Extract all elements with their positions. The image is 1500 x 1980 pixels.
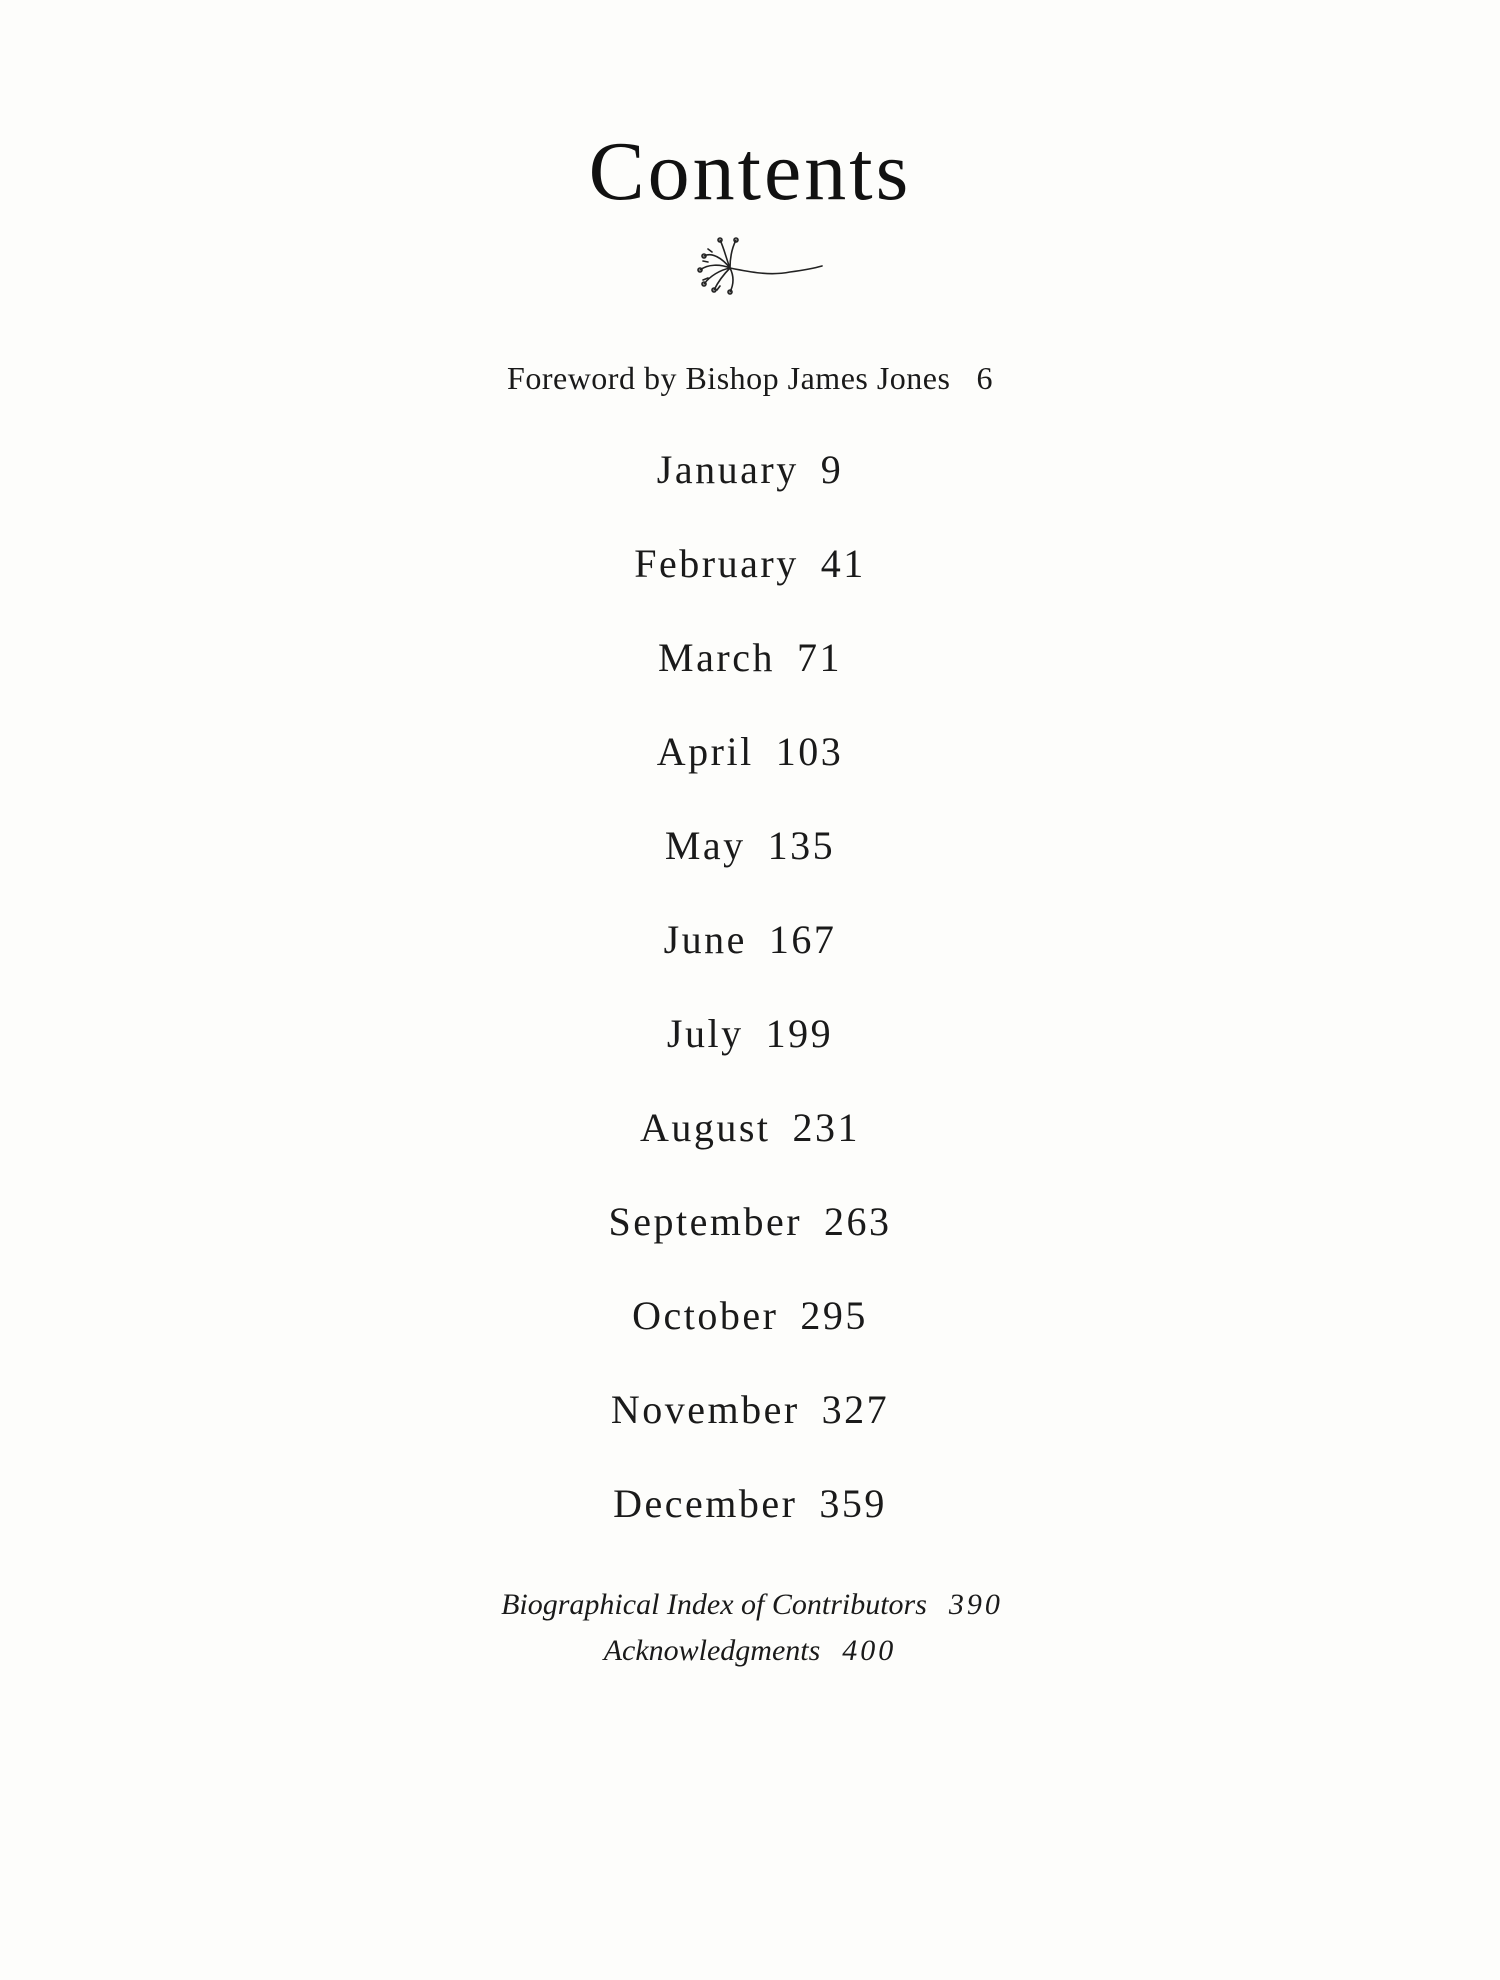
toc-entry-november[interactable] [0,1385,1500,1479]
toc-page-number: 263 [824,1199,892,1244]
toc-page-number: 135 [767,823,836,868]
toc-page-number: 167 [768,917,837,962]
toc-entry-june[interactable] [0,915,1500,1009]
toc-page-number: 295 [800,1293,868,1338]
toc-page-number: 71 [796,635,842,680]
toc-entry-label: May [664,823,746,868]
toc-page-number: 231 [792,1105,861,1150]
toc-entry-label: October [632,1293,779,1338]
toc-entry-label: March [658,635,775,680]
toc-entry-july[interactable] [0,1009,1500,1103]
toc-page-number: 199 [765,1011,834,1056]
toc-entry-september[interactable] [0,1197,1500,1291]
toc-entry-march[interactable] [0,633,1500,727]
toc-entry-label: January [656,447,799,492]
toc-entry-label: November [610,1387,800,1432]
page-title: Contents [588,125,912,218]
toc-entry-label: September [608,1199,803,1244]
toc-entry-february[interactable] [0,539,1500,633]
toc-entry-april[interactable] [0,727,1500,821]
toc-page-number: 9 [820,447,844,492]
toc-page-number: 390 [948,1588,1003,1621]
toc-entry-label: Biographical Index of Contributors [501,1588,927,1621]
toc-entry-august[interactable] [0,1103,1500,1197]
toc-entry-label: April [656,729,754,774]
toc-entry-label: December [613,1481,798,1526]
toc-entry-label: July [666,1011,744,1056]
toc-entry-foreword[interactable] [0,356,1500,400]
toc-page-number: 400 [842,1634,897,1667]
toc-page-number: 41 [820,541,866,586]
toc-back-matter [0,1582,1500,1674]
toc-entry-may[interactable] [0,821,1500,915]
toc-page-number: 103 [775,729,844,774]
toc-entry-biographical-index[interactable] [0,1582,1500,1628]
toc-page-number: 327 [821,1387,890,1432]
toc-month-list [0,445,1500,1573]
toc-entry-label: Acknowledgments [603,1634,821,1667]
toc-page-number: 6 [976,360,993,396]
flower-sprig-icon [690,228,830,304]
toc-entry-label: June [663,917,747,962]
toc-entry-acknowledgments[interactable] [0,1628,1500,1674]
toc-entry-label: Foreword by Bishop James Jones [507,360,951,396]
toc-entry-december[interactable] [0,1479,1500,1573]
toc-page-number: 359 [819,1481,887,1526]
toc-entry-october[interactable] [0,1291,1500,1385]
toc-entry-january[interactable] [0,445,1500,539]
toc-entry-label: August [639,1105,771,1150]
toc-entry-label: February [634,541,799,586]
